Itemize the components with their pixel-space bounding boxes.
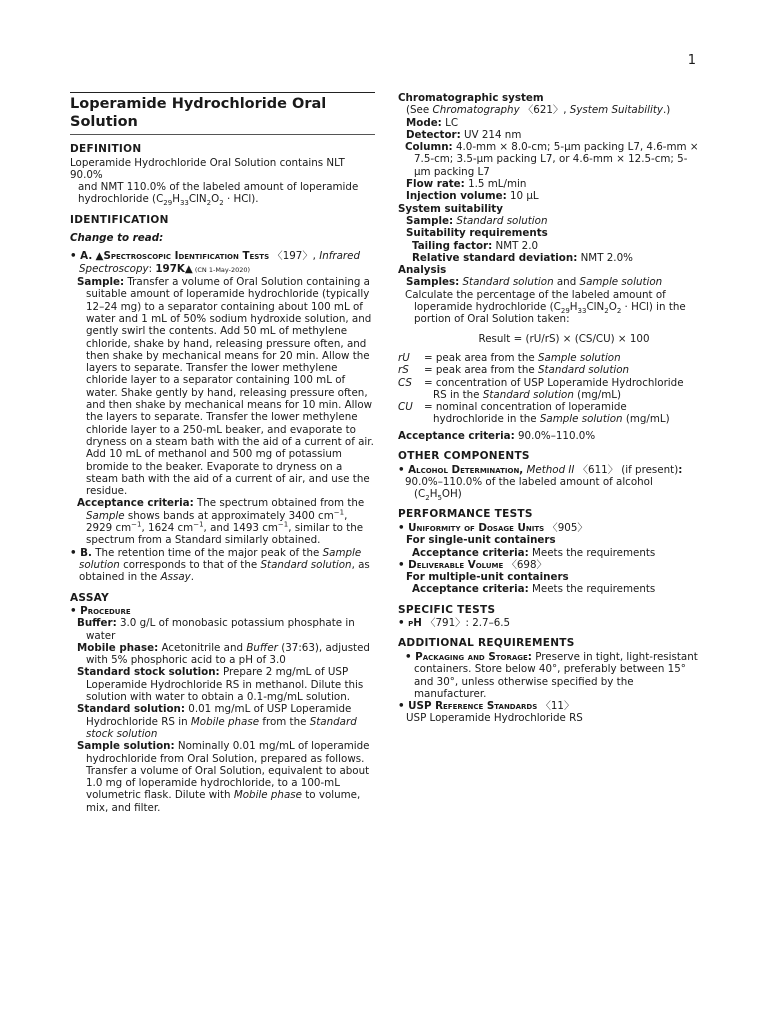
value: UV 214 nm bbox=[464, 128, 522, 141]
text: .) bbox=[662, 104, 671, 117]
text: 2929 cm bbox=[86, 522, 132, 535]
text: Transfer a volume of Oral Solution containing a suitable amount of loperamide hydrochloride (typically 12–24 mg) to a separator containing about 100 mL of water and 1 mL of 50% sodium hydroxide solution, and gently swirl the contents. Add 50 mL of methylene chloride, shake by hand, releasing pressure often, and then shake by mechanical means for 20 min. Allow the layers to separate. Transfer the lower methylene chloride layer to a separator containing 100 mL of water. Shake gently by hand, releasing pressure often, and then shake by mechanical means for 10 min. Allow the layers to separate. Transfer the lower methylene chloride layer to a 250-mL beaker, and evaporate to dryness on a steam bath with the aid of a current of air. Add 10 mL of methanol and 500 mg of potassium bromide to the beaker. Evaporate to dryness on a steam bath with the aid of a current of air, and use the residue. bbox=[86, 276, 374, 498]
value: Meets the requirements bbox=[531, 583, 656, 596]
text: The retention time of the major peak of the bbox=[95, 546, 320, 559]
text: The spectrum obtained from the bbox=[196, 497, 365, 510]
subscript: 2 bbox=[616, 307, 622, 316]
flow-rate bbox=[398, 178, 700, 190]
definition-formula-line bbox=[70, 193, 375, 208]
item-label: • A. bbox=[70, 250, 93, 263]
label: Sample solution: bbox=[77, 740, 175, 753]
other-components-heading: OTHER COMPONENTS bbox=[398, 450, 530, 463]
text: Sample solution bbox=[579, 276, 663, 289]
value: NMT 2.0 bbox=[495, 239, 539, 252]
subscript: 33 bbox=[577, 307, 587, 316]
ss-sample bbox=[398, 215, 700, 227]
value: 1.5 mL/min bbox=[468, 178, 527, 191]
alcohol-determination bbox=[398, 464, 700, 476]
text: Method II bbox=[526, 463, 575, 476]
value: LC bbox=[445, 116, 459, 129]
label: Standard solution: bbox=[77, 703, 186, 716]
text: (37:63), adjusted with 5% phosphoric acid to a pH of 3.0 bbox=[86, 641, 370, 667]
symbol: CS bbox=[398, 376, 412, 389]
symbol: rU bbox=[398, 351, 410, 364]
revision-mark: ▲ bbox=[184, 262, 193, 275]
label: Tailing factor: bbox=[412, 239, 493, 252]
result-formula: Result = (rU/rS) × (CS/CU) × 100 bbox=[478, 332, 650, 345]
definition-text bbox=[424, 401, 700, 426]
text: : bbox=[678, 463, 683, 476]
text: = peak area from the bbox=[424, 351, 535, 364]
label: Acceptance criteria: bbox=[412, 583, 529, 596]
text: , and 1493 cm bbox=[203, 522, 278, 535]
subscript: 2 bbox=[425, 494, 430, 503]
uniformity-of-dosage-units bbox=[398, 522, 700, 534]
definition-heading: DEFINITION bbox=[70, 143, 142, 155]
text: H bbox=[172, 193, 180, 206]
text: 0.01 mg/mL of USP Loperamide Hydrochloride RS in bbox=[86, 703, 352, 728]
text: Sample bbox=[86, 509, 125, 522]
text: H bbox=[429, 488, 438, 501]
test-name: • Alcohol Determination, bbox=[398, 463, 524, 476]
specific-tests-heading: SPECIFIC TESTS bbox=[398, 603, 496, 616]
value: 90.0%–110.0% bbox=[517, 429, 596, 442]
subscript: 29 bbox=[560, 307, 570, 316]
text: and bbox=[556, 276, 577, 289]
item-label: • B. bbox=[70, 546, 92, 559]
monograph-title bbox=[70, 95, 375, 131]
definition-text bbox=[424, 377, 700, 402]
deliverable-volume bbox=[398, 559, 700, 571]
text: = concentration of USP Loperamide Hydrochloride RS in the bbox=[424, 376, 684, 401]
label: Mode: bbox=[406, 116, 442, 129]
standard-solution bbox=[70, 703, 375, 740]
usp-reference-item: USP Loperamide Hydrochloride RS bbox=[406, 712, 583, 725]
text: spectrum from a Standard similarly obtained. bbox=[86, 534, 321, 547]
ph-test bbox=[398, 617, 700, 629]
text: 〈698〉 bbox=[506, 558, 547, 571]
title-bottom-rule bbox=[70, 134, 375, 135]
label: Suitability requirements bbox=[406, 227, 548, 240]
multiple-unit-containers bbox=[398, 571, 700, 583]
text: ClN bbox=[586, 301, 605, 314]
text: = nominal concentration of loperamide hydrochloride in the bbox=[424, 401, 627, 426]
subscript: 2 bbox=[219, 199, 224, 208]
text: Standard solution bbox=[462, 276, 554, 289]
test-name: • Uniformity of Dosage Units bbox=[398, 521, 545, 534]
text: Sample solution bbox=[79, 546, 362, 571]
label: Acceptance criteria: bbox=[77, 497, 194, 510]
label: Sample: bbox=[77, 276, 125, 289]
method-name: Infrared Spectroscopy bbox=[79, 250, 361, 275]
text: 90.0%–110.0% of the labeled amount of alcohol (C bbox=[405, 475, 653, 501]
text: 〈197〉, bbox=[269, 250, 320, 263]
revision-mark: ▲ bbox=[95, 250, 104, 263]
text: 〈791〉: bbox=[425, 617, 469, 630]
text: , 1624 cm bbox=[141, 522, 194, 535]
label: Standard stock solution: bbox=[77, 666, 220, 679]
system-suitability-heading bbox=[398, 203, 700, 215]
sample-solution bbox=[70, 740, 375, 814]
title-top-rule bbox=[70, 92, 375, 93]
text: Prepare 2 mg/mL of USP Loperamide Hydrochloride RS in methanol. Dilute this solution with water to obtain a 0.1-mg/mL solution. bbox=[86, 666, 364, 704]
identification-heading: IDENTIFICATION bbox=[70, 213, 169, 226]
single-unit-acceptance bbox=[398, 547, 700, 559]
label: System suitability bbox=[398, 202, 503, 215]
test-name: Spectroscopic Identification Tests bbox=[103, 250, 270, 263]
superscript: −1 bbox=[193, 520, 204, 529]
text: System Suitability bbox=[569, 104, 663, 117]
text: Nominally 0.01 mg/mL of loperamide hydrochloride from Oral Solution, prepared as follows. Transfer a volume of Oral Solution, equivalent to about 1.0 mg of loperamide hydrochloride, to a 100-mL volumetric flask. Dilute with bbox=[86, 740, 370, 802]
detector bbox=[398, 129, 700, 141]
label: Mobile phase: bbox=[77, 641, 159, 654]
text: to volume, mix, and filter. bbox=[86, 789, 361, 814]
text: 〈621〉, bbox=[522, 104, 567, 117]
calculation-instruction bbox=[398, 289, 700, 326]
text: O bbox=[608, 301, 617, 314]
alcohol-text bbox=[398, 476, 700, 501]
text: 〈11〉 bbox=[540, 700, 575, 713]
label: Samples: bbox=[406, 276, 460, 289]
tailing-factor bbox=[398, 240, 700, 252]
definition-text bbox=[70, 157, 375, 206]
multiple-unit-acceptance bbox=[398, 583, 700, 595]
text: ClN bbox=[188, 193, 207, 206]
value: 4.0-mm × 8.0-cm; 5-µm packing L7, 4.6-mm × 7.5-cm; 3.5-µm packing L7, or 4.6-mm × 12.5-cm; 5-µm packing L7 bbox=[414, 141, 699, 178]
subscript: 29 bbox=[163, 199, 173, 208]
text: hydrochloride (C bbox=[78, 193, 164, 206]
definition-text bbox=[424, 364, 700, 376]
text: · HCl). bbox=[223, 193, 259, 206]
chromatographic-system-heading bbox=[398, 92, 700, 104]
text: (mg/mL) bbox=[625, 413, 670, 426]
text: OH) bbox=[441, 488, 462, 501]
identification-sample bbox=[70, 276, 375, 497]
text: Buffer bbox=[246, 641, 278, 654]
identification-acceptance: Acceptance criteria: The spectrum obtained from the Sample shows bands at approximately 3400 $cm^{-1}$, 2929 $cm^{-1}$, 1624 $cm^{-1}$, and 1493 $cm^{-1}$, similar to the spectrum from a Standard similarly obtained. bbox=[77, 497, 365, 547]
analysis-samples bbox=[398, 276, 700, 288]
text: corresponds to that of the bbox=[123, 558, 258, 571]
test-name: • Deliverable Volume bbox=[398, 558, 504, 571]
label: Acceptance criteria: bbox=[398, 429, 515, 442]
injection-volume bbox=[398, 190, 700, 202]
label: Detector: bbox=[406, 128, 461, 141]
assay-heading: ASSAY bbox=[70, 591, 110, 604]
value: 10 µL bbox=[509, 190, 539, 203]
text: Standard solution bbox=[482, 388, 574, 401]
superscript: −1 bbox=[131, 520, 142, 529]
label: Sample: bbox=[406, 214, 454, 227]
text: shows bands at approximately 3400 cm bbox=[127, 509, 334, 522]
label: Buffer: bbox=[77, 617, 117, 630]
packaging-and-storage bbox=[398, 651, 700, 700]
subscript: 5 bbox=[437, 494, 442, 503]
revision-note: (CN 1-May-2020) bbox=[192, 265, 251, 274]
value: Meets the requirements bbox=[531, 546, 656, 559]
text: (See bbox=[406, 104, 430, 117]
value: NMT 2.0% bbox=[580, 251, 633, 264]
label: • USP Reference Standards bbox=[398, 700, 538, 713]
text: Preserve in tight, light-resistant containers. Store below 40°, preferably between 15° and 30°, unless otherwise specified by the manufacturer. bbox=[414, 650, 698, 700]
text: = peak area from the bbox=[424, 364, 535, 377]
method-code: 197K bbox=[155, 262, 185, 275]
value: 2.7–6.5 bbox=[472, 617, 511, 630]
column bbox=[398, 141, 700, 178]
label: For single-unit containers bbox=[406, 534, 556, 547]
text: Calculate the percentage of the labeled amount of loperamide hydrochloride (C bbox=[405, 288, 666, 314]
text: · HCl) in the portion of Oral Solution taken: bbox=[414, 301, 686, 326]
additional-requirements-heading: ADDITIONAL REQUIREMENTS bbox=[398, 637, 575, 650]
text: Acetonitrile and bbox=[161, 641, 244, 654]
symbol: rS bbox=[398, 364, 409, 377]
text: from the bbox=[262, 715, 307, 728]
mobile-phase bbox=[70, 642, 375, 667]
test-name: • pH bbox=[398, 617, 422, 630]
label: Analysis bbox=[398, 264, 447, 277]
buffer bbox=[70, 617, 375, 642]
analysis-heading bbox=[398, 264, 700, 276]
label: Chromatographic system bbox=[398, 92, 544, 104]
text: Standard solution bbox=[260, 558, 352, 571]
left-column bbox=[70, 92, 375, 814]
text: Standard solution bbox=[537, 364, 630, 377]
definition-cs bbox=[398, 377, 700, 402]
title-line-2: Solution bbox=[70, 114, 138, 130]
text: . bbox=[190, 571, 195, 584]
relative-standard-deviation bbox=[398, 252, 700, 264]
text: Mobile phase bbox=[233, 789, 302, 802]
text: Assay bbox=[160, 571, 191, 584]
variable-definitions bbox=[398, 352, 700, 426]
subscript: 2 bbox=[206, 199, 212, 208]
label: • Packaging and Storage: bbox=[405, 650, 532, 663]
text: H bbox=[569, 301, 578, 314]
text: (mg/mL) bbox=[577, 388, 622, 401]
suitability-requirements bbox=[398, 227, 700, 239]
text: , similar to the bbox=[288, 522, 364, 535]
title-line-1: Loperamide Hydrochloride Oral bbox=[70, 96, 327, 112]
text: 3.0 g/L of monobasic potassium phosphate in water bbox=[86, 617, 355, 642]
text: Mobile phase bbox=[190, 715, 260, 728]
label: Injection volume: bbox=[406, 190, 507, 203]
value: Standard solution bbox=[456, 214, 548, 227]
definition-text bbox=[424, 352, 700, 364]
text: , as obtained in the bbox=[79, 558, 370, 584]
definition-line: and NMT 110.0% of the labeled amount of loperamide bbox=[78, 181, 359, 194]
text: Sample solution bbox=[537, 351, 621, 364]
text: : bbox=[148, 262, 156, 275]
page-number: 1 bbox=[687, 53, 696, 68]
right-column bbox=[398, 92, 700, 725]
change-to-read: Change to read: bbox=[70, 232, 164, 245]
label: Acceptance criteria: bbox=[412, 546, 529, 559]
definition-rs bbox=[398, 364, 700, 376]
text: Sample solution bbox=[539, 413, 623, 426]
text: Chromatography bbox=[432, 104, 520, 117]
superscript: −1 bbox=[277, 520, 289, 529]
superscript: −1 bbox=[333, 508, 345, 517]
identification-b bbox=[70, 547, 375, 584]
definition-line: Loperamide Hydrochloride Oral Solution contains NLT 90.0% bbox=[70, 156, 345, 181]
usp-reference-standards bbox=[398, 700, 700, 712]
label: For multiple-unit containers bbox=[406, 571, 569, 584]
performance-tests-heading: PERFORMANCE TESTS bbox=[398, 508, 533, 521]
label: Relative standard deviation: bbox=[412, 251, 578, 264]
label: Column: bbox=[405, 141, 453, 154]
identification-a bbox=[70, 250, 375, 276]
subscript: 2 bbox=[604, 307, 609, 316]
text: Standard stock solution bbox=[86, 715, 357, 740]
text: 〈611〉 (if present) bbox=[577, 463, 679, 476]
definition-ru bbox=[398, 352, 700, 364]
standard-stock-solution bbox=[70, 666, 375, 703]
single-unit-containers bbox=[398, 534, 700, 546]
subscript: 33 bbox=[179, 199, 189, 208]
definition-cu bbox=[398, 401, 700, 426]
procedure-heading: • Procedure bbox=[70, 605, 131, 617]
symbol: CU bbox=[398, 401, 413, 414]
text: 〈905〉 bbox=[547, 521, 588, 534]
mode bbox=[398, 117, 700, 129]
label: Flow rate: bbox=[406, 178, 465, 191]
text: O bbox=[211, 193, 220, 206]
assay-acceptance bbox=[398, 430, 700, 442]
chromatography-reference bbox=[398, 104, 700, 116]
